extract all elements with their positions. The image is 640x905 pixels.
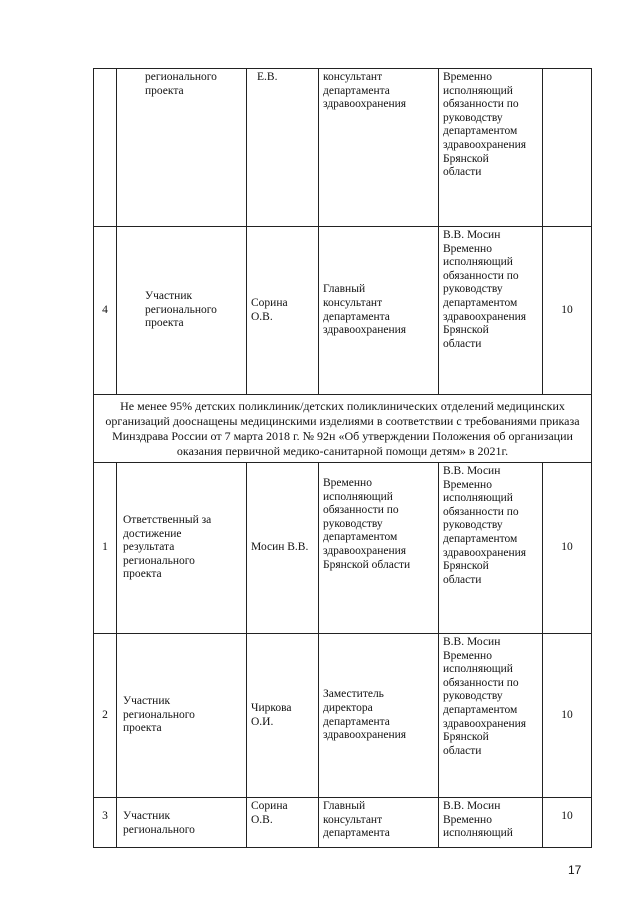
table-row bbox=[94, 463, 592, 634]
name-cell: Е.В. bbox=[247, 69, 319, 227]
score-cell: 10 bbox=[543, 463, 592, 634]
approver-cell: В.В. Мосин Временно исполняющий обязанности по руководству департаментом здравоохранения Брянской области bbox=[439, 463, 543, 634]
row-number: 1 bbox=[94, 463, 117, 634]
score-cell: 10 bbox=[543, 634, 592, 798]
table-row bbox=[94, 227, 592, 395]
score-cell: 10 bbox=[543, 227, 592, 395]
table-row bbox=[94, 798, 592, 848]
table-row bbox=[94, 634, 592, 798]
position-cell: Главный консультант департамента bbox=[319, 798, 439, 848]
score-cell bbox=[543, 69, 592, 227]
row-number: 2 bbox=[94, 634, 117, 798]
position-cell: Главный консультант департамента здравоохранения bbox=[319, 227, 439, 395]
approver-cell: Временно исполняющий обязанности по руководству департаментом здравоохранения Брянской области bbox=[439, 69, 543, 227]
page-number: 17 bbox=[568, 863, 582, 877]
table-row bbox=[94, 69, 592, 227]
position-cell: консультант департамента здравоохранения bbox=[319, 69, 439, 227]
score-cell: 10 bbox=[543, 798, 592, 848]
role-cell: Ответственный за достижение результата регионального проекта bbox=[117, 463, 247, 634]
section-heading: Не менее 95% детских поликлиник/детских поликлинических отделений медицинских организаций дооснащены медицинскими изделиями в соответствии с требованиями приказа Минздрава России от 7 марта 2018 г. № 92н «Об утверждении Положения об организации оказания первичной медико-санитарной помощи детям» в 2021г. bbox=[94, 395, 592, 463]
name-cell: Чиркова О.И. bbox=[247, 634, 319, 798]
row-number bbox=[94, 69, 117, 227]
role-cell: Участник регионального проекта bbox=[117, 634, 247, 798]
row-number: 4 bbox=[94, 227, 117, 395]
role-cell: Участник регионального проекта bbox=[117, 227, 247, 395]
approver-cell: В.В. Мосин Временно исполняющий bbox=[439, 798, 543, 848]
position-cell: Временно исполняющий обязанности по руководству департаментом здравоохранения Брянской области bbox=[319, 463, 439, 634]
row-number: 3 bbox=[94, 798, 117, 848]
responsibility-table bbox=[93, 68, 592, 848]
approver-cell: В.В. Мосин Временно исполняющий обязанности по руководству департаментом здравоохранения Брянской области bbox=[439, 634, 543, 798]
approver-cell: В.В. Мосин Временно исполняющий обязанности по руководству департаментом здравоохранения Брянской области bbox=[439, 227, 543, 395]
name-cell: Мосин В.В. bbox=[247, 463, 319, 634]
role-cell: Участник регионального bbox=[117, 798, 247, 848]
role-cell: регионального проекта bbox=[117, 69, 247, 227]
section-heading-row bbox=[94, 395, 592, 463]
name-cell: Сорина О.В. bbox=[247, 798, 319, 848]
name-cell: Сорина О.В. bbox=[247, 227, 319, 395]
position-cell: Заместитель директора департамента здравоохранения bbox=[319, 634, 439, 798]
